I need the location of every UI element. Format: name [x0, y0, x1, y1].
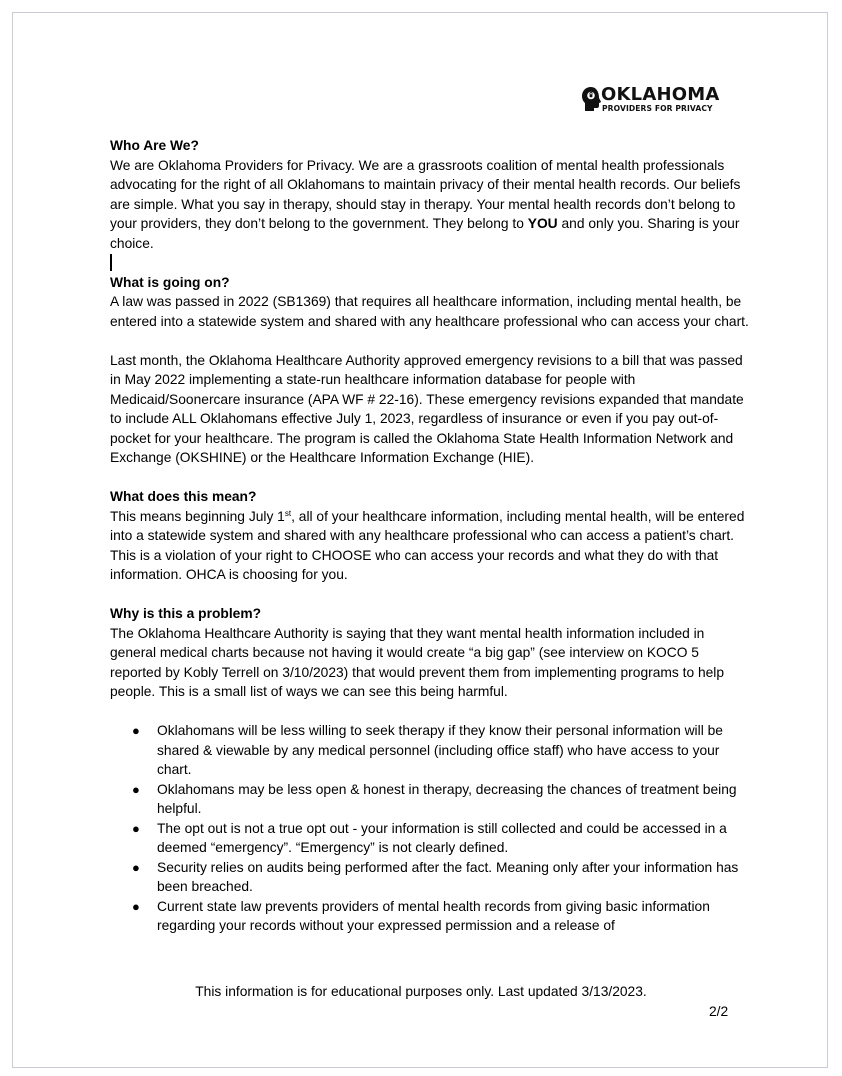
heading-who-are-we: Who Are We?	[110, 138, 199, 153]
who-text-end: and only you. Sharing is your choice.	[110, 216, 740, 251]
mean-superscript: st	[284, 508, 292, 518]
who-text-start: We are Oklahoma Providers for Privacy. We are a grassroots coalition of mental health professionals advocating for the right of all Oklahomans to maintain privacy of their mental health records. Our beliefs are simple. What you say in therapy, should stay in therapy. Your mental health records don’t belong to your providers, they don’t belong to the government. They belong to	[110, 157, 741, 231]
bullet-dot: ●	[132, 820, 140, 836]
bullet-dot: ●	[132, 898, 140, 914]
bullet-dot: ●	[132, 781, 140, 797]
list-item-text: Oklahomans may be less open & honest in therapy, decreasing the chances of treatment being helpful.	[157, 781, 737, 816]
text-cursor	[110, 254, 112, 271]
paragraph-law-passed: A law was passed in 2022 (SB1369) that requires all healthcare information, including mental health, be entered into a statewide system and shared with any healthcare professional who can access your chart.	[110, 294, 749, 329]
list-item	[110, 897, 750, 936]
head-silhouette-icon	[581, 86, 601, 112]
paragraph-what-does-this-mean	[110, 507, 750, 585]
list-item	[110, 819, 750, 858]
document-body	[110, 136, 750, 936]
footer-note: This information is for educational purposes only. Last updated 3/13/2023.	[195, 984, 647, 999]
harm-list	[110, 721, 750, 936]
bullet-dot: ●	[132, 859, 140, 875]
list-item-text: Oklahomans will be less willing to seek therapy if they know their personal information will be shared & viewable by any medical personnel (including office staff) who have access to your chart.	[157, 723, 723, 777]
mean-text-end: , all of your healthcare information, including mental health, will be entered into a statewide system and shared with any healthcare professional who can access a patient’s chart. This is a violation of your right to CHOOSE who can access your records and what they do with that information. OHCA is choosing for you.	[110, 508, 745, 582]
heading-why-is-this-a-problem: Why is this a problem?	[110, 606, 262, 621]
list-item-text: Current state law prevents providers of mental health records from giving basic information regarding your records without your expressed permission and a release of	[157, 898, 710, 933]
mean-text-start: This means beginning July 1	[110, 508, 285, 524]
heading-what-does-this-mean: What does this mean?	[110, 489, 257, 504]
paragraph-emergency-revisions: Last month, the Oklahoma Healthcare Authority approved emergency revisions to a bill that was passed in May 2022 implementing a state-run healthcare information database for people with Medicaid/Soonercare insurance (APA WF # 22-16). These emergency revisions expanded that mandate to include ALL Oklahomans effective July 1, 2023, regardless of insurance or even if you pay out-of-pocket for your healthcare. The program is called the Oklahoma State Health Information Network and Exchange (OKSHINE) or the Healthcare Information Exchange (HIE).	[110, 352, 744, 465]
list-item-text: Security relies on audits being performed after the fact. Meaning only after your information has been breached.	[157, 859, 739, 894]
page-number: 2/2	[709, 1004, 729, 1019]
org-logo	[581, 85, 726, 115]
list-item	[110, 780, 750, 819]
list-item	[110, 721, 750, 780]
document-page	[12, 12, 828, 1068]
paragraph-why-problem: The Oklahoma Healthcare Authority is saying that they want mental health information included in general medical charts because not having it would create “a big gap” (see interview on KOCO 5 reported by Kobly Terrell on 3/10/2023) that would prevent them from implementing programs to help people. This is a small list of ways we can see this being harmful.	[110, 625, 725, 699]
paragraph-who-are-we	[110, 156, 750, 254]
logo-tagline: PROVIDERS FOR PRIVACY	[602, 104, 713, 113]
list-item	[110, 858, 750, 897]
list-item-text: The opt out is not a true opt out - your information is still collected and could be accessed in a deemed “emergency”. “Emergency” is not clearly defined.	[157, 820, 727, 855]
logo-name: OKLAHOMA	[601, 84, 720, 105]
heading-what-is-going-on: What is going on?	[110, 274, 230, 290]
bullet-dot: ●	[132, 723, 140, 738]
who-text-emphasis: YOU	[527, 216, 558, 231]
